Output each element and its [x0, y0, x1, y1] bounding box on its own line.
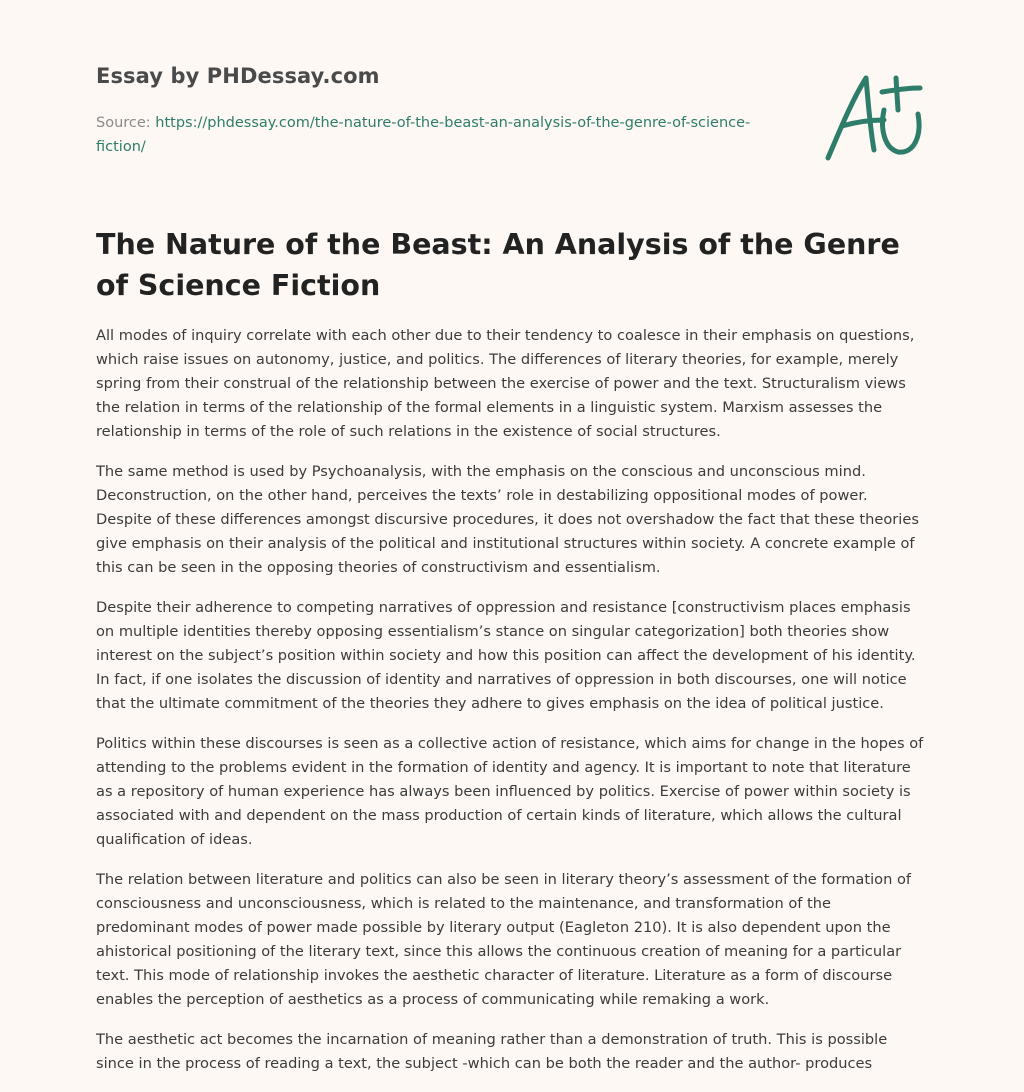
essay-title: The Nature of the Beast: An Analysis of the Genre of Science Fiction: [96, 228, 900, 302]
source-label: Source:: [96, 115, 151, 131]
paragraph: Despite their adherence to competing narratives of oppression and resistance [constructivism places emphasis on multiple identities thereby opposing essentialism’s stance on singular categorization] both theories show interest on the subject’s position within society and how this position can affect the development of his identity. In fact, if one isolates the discussion of identity and narratives of oppression in both discourses, one will notice that the ultimate commitment of the theories they adhere to gives emphasis on the idea of political justice.: [96, 599, 916, 712]
essay-body: [96, 324, 928, 1092]
paragraph: The aesthetic act becomes the incarnation of meaning rather than a demonstration of truth. This is possible since in the process of reading a text, the subject -which can be both the reader and the author- produces: [96, 1031, 888, 1072]
paragraph: The relation between literature and politics can also be seen in literary theory’s assessment of the formation of consciousness and unconsciousness, which is related to the maintenance, and transformation of the predominant modes of power made possible by literary output (Eagleton 210). It is also dependent upon the ahistorical positioning of the literary text, since this allows the continuous creation of meaning for a particular text. This mode of relationship invokes the aesthetic character of literature. Literature as a form of discourse enables the perception of aesthetics as a process of communicating while remaking a work.: [96, 871, 912, 1008]
source-link[interactable]: https://phdessay.com/the-nature-of-the-beast-an-analysis-of-the-genre-of-science-fiction/: [96, 115, 751, 155]
a-plus-logo-icon: [822, 70, 928, 166]
paragraph: Politics within these discourses is seen as a collective action of resistance, which aims for change in the hopes of attending to the problems evident in the formation of identity and agency. It is important to note that literature as a repository of human experience has always been influenced by politics. Exercise of power within society is associated with and dependent on the mass production of certain kinds of literature, which allows the cultural qualification of ideas.: [96, 735, 924, 848]
a-plus-logo: [822, 70, 928, 166]
site-brand: Essay by PHDessay.com: [96, 64, 380, 88]
source-line: [96, 111, 756, 159]
paragraph: All modes of inquiry correlate with each other due to their tendency to coalesce in their emphasis on questions, which raise issues on autonomy, justice, and politics. The differences of literary theories, for example, merely spring from their construal of the relationship between the exercise of power and the text. Structuralism views the relation in terms of the relationship of the formal elements in a linguistic system. Marxism assesses the relationship in terms of the role of such relations in the existence of social structures.: [96, 327, 915, 440]
paragraph: The same method is used by Psychoanalysis, with the emphasis on the conscious and unconscious mind. Deconstruction, on the other hand, perceives the texts’ role in destabilizing oppositional modes of power. Despite of these differences amongst discursive procedures, it does not overshadow the fact that these theories give emphasis on their analysis of the political and institutional structures within society. A concrete example of this can be seen in the opposing theories of constructivism and essentialism.: [96, 463, 919, 576]
